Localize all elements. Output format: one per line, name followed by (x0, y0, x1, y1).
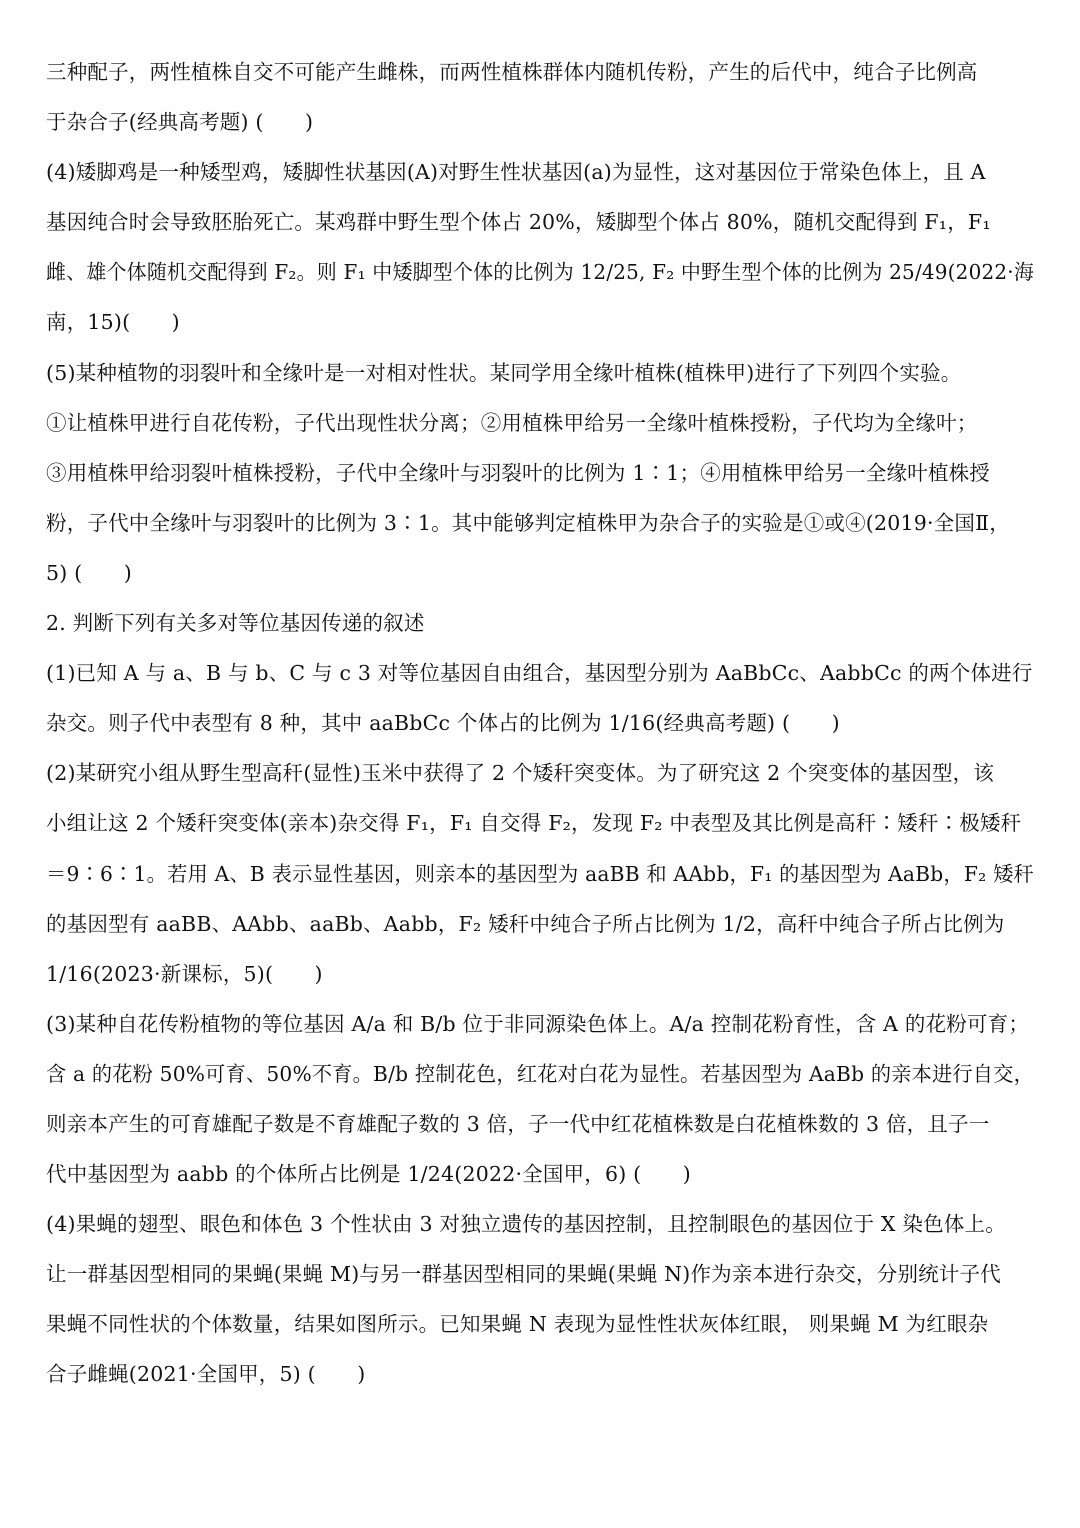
text-line (46, 348, 1034, 398)
line-text: 果蝇不同性状的个体数量，结果如图所示。已知果蝇 N 表现为显性性状灰体红眼， 则果蝇 M 为红眼杂 (46, 1312, 989, 1337)
line-text: (3)某种自花传粉植物的等位基因 A/a 和 B/b 位于非同源染色体上。A/a 控制花粉育性，含 A 的花粉可育； (46, 1011, 1030, 1036)
text-line (46, 999, 1034, 1049)
text-line (46, 197, 1034, 247)
line-text: ＝9∶6∶1。若用 A、B 表示显性基因，则亲本的基因型为 aaBB 和 AAbb，F₁ 的基因型为 AaBb，F₂ 矮秆 (46, 861, 1034, 886)
text-line (46, 448, 1034, 498)
text-line (46, 1249, 1034, 1299)
line-text: 杂交。则子代中表型有 8 种，其中 aaBbCc 个体占的比例为 1/16(经典高考题) ( ) (46, 711, 840, 736)
text-line (46, 1049, 1034, 1099)
text-line (46, 798, 1034, 848)
text-line (46, 1149, 1034, 1199)
text-line (46, 297, 1034, 347)
text-line (46, 398, 1034, 448)
text-line (46, 949, 1034, 999)
line-text: (1)已知 A 与 a、B 与 b、C 与 c 3 对等位基因自由组合，基因型分别为 AaBbCc、AabbCc 的两个体进行 (46, 661, 1033, 686)
line-text: 让一群基因型相同的果蝇(果蝇 M)与另一群基因型相同的果蝇(果蝇 N)作为亲本进行杂交，分别统计子代 (46, 1262, 1001, 1287)
text-line (46, 247, 1034, 297)
text-line (46, 698, 1034, 748)
text-line (46, 47, 1034, 97)
text-line (46, 849, 1034, 899)
text-line (46, 748, 1034, 798)
line-text: 2. 判断下列有关多对等位基因传递的叙述 (46, 611, 425, 636)
line-text: 含 a 的花粉 50%可育、50%不育。B/b 控制花色，红花对白花为显性。若基因型为 AaBb 的亲本进行自交， (46, 1061, 1034, 1086)
text-line (46, 1199, 1034, 1249)
text-line (46, 1349, 1034, 1399)
line-text: 粉，子代中全缘叶与羽裂叶的比例为 3∶1。其中能够判定植株甲为杂合子的实验是①或④(2019·全国Ⅱ， (46, 510, 1010, 535)
text-line (46, 648, 1034, 698)
section-heading (46, 598, 1034, 648)
line-text: 南，15)( ) (46, 310, 180, 335)
line-text: 于杂合子(经典高考题) ( ) (46, 110, 314, 135)
line-text: 雌、雄个体随机交配得到 F₂。则 F₁ 中矮脚型个体的比例为 12/25, F₂ 中野生型个体的比例为 25/49(2022·海 (46, 260, 1034, 285)
text-line (46, 147, 1034, 197)
line-text: 代中基因型为 aabb 的个体所占比例是 1/24(2022·全国甲，6) ( ) (46, 1162, 691, 1187)
document-page (46, 47, 1034, 1400)
line-text: 5) ( ) (46, 560, 132, 585)
line-text: (5)某种植物的羽裂叶和全缘叶是一对相对性状。某同学用全缘叶植株(植株甲)进行了下列四个实验。 (46, 360, 962, 385)
line-text: 的基因型有 aaBB、AAbb、aaBb、Aabb，F₂ 矮秆中纯合子所占比例为 1/2，高秆中纯合子所占比例为 (46, 911, 1005, 936)
line-text: (2)某研究小组从野生型高秆(显性)玉米中获得了 2 个矮秆突变体。为了研究这 2 个突变体的基因型，该 (46, 761, 995, 786)
text-line (46, 899, 1034, 949)
text-line (46, 548, 1034, 598)
text-line (46, 1099, 1034, 1149)
text-line (46, 1299, 1034, 1349)
line-text: ③用植株甲给羽裂叶植株授粉，子代中全缘叶与羽裂叶的比例为 1∶1；④用植株甲给另一全缘叶植株授 (46, 460, 990, 485)
line-text: ①让植株甲进行自花传粉，子代出现性状分离；②用植株甲给另一全缘叶植株授粉，子代均为全缘叶； (46, 410, 978, 435)
line-text: 小组让这 2 个矮秆突变体(亲本)杂交得 F₁，F₁ 自交得 F₂，发现 F₂ 中表型及其比例是高秆∶矮秆∶极矮秆 (46, 811, 1022, 836)
text-line (46, 97, 1034, 147)
text-line (46, 498, 1034, 548)
line-text: 基因纯合时会导致胚胎死亡。某鸡群中野生型个体占 20%，矮脚型个体占 80%，随机交配得到 F₁，F₁ (46, 210, 991, 235)
line-text: 则亲本产生的可育雄配子数是不育雄配子数的 3 倍，子一代中红花植株数是白花植株数的 3 倍，且子一 (46, 1111, 990, 1136)
line-text: 三种配子，两性植株自交不可能产生雌株，而两性植株群体内随机传粉，产生的后代中，纯合子比例高 (46, 60, 978, 84)
line-text: (4)果蝇的翅型、眼色和体色 3 个性状由 3 对独立遗传的基因控制，且控制眼色的基因位于 X 染色体上。 (46, 1212, 1006, 1237)
line-text: (4)矮脚鸡是一种矮型鸡，矮脚性状基因(A)对野生性状基因(a)为显性，这对基因位于常染色体上，且 A (46, 160, 986, 185)
line-text: 合子雌蝇(2021·全国甲，5) ( ) (46, 1362, 366, 1387)
line-text: 1/16(2023·新课标，5)( ) (46, 961, 323, 986)
